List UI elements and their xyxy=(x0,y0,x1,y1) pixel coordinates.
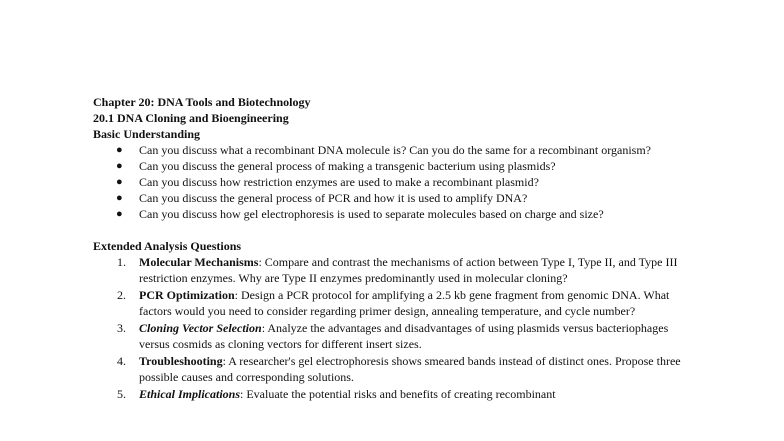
question-title: PCR Optimization xyxy=(139,288,235,302)
list-item-text: Can you discuss the general process of PCR and how it is used to amplify DNA? xyxy=(139,191,528,205)
list-item-text: Can you discuss the general process of making a transgenic bacterium using plasmids? xyxy=(139,159,556,173)
question-number: 4. xyxy=(117,354,126,368)
bullet-icon: ● xyxy=(116,192,123,204)
extended-analysis-list xyxy=(93,254,693,402)
list-item xyxy=(93,174,693,190)
chapter-title: Chapter 20: DNA Tools and Biotechnology xyxy=(93,95,311,109)
question-text: : Analyze the advantages and disadvantages of using plasmids versus bacteriophages versus cosmids as cloning vectors for different insert sizes. xyxy=(139,321,669,351)
bullet-icon: ● xyxy=(116,208,123,220)
question-number: 2. xyxy=(117,288,126,302)
bullet-icon: ● xyxy=(116,144,123,156)
basic-understanding-list xyxy=(93,142,693,222)
question-text: : Compare and contrast the mechanisms of action between Type I, Type II, and Type III restriction enzymes. Why are Type II enzymes predominantly used in molecular cloning? xyxy=(139,255,678,285)
basic-understanding-heading: Basic Understanding xyxy=(93,127,201,141)
question-item xyxy=(93,353,693,385)
section-spacer xyxy=(93,222,693,238)
question-item xyxy=(93,287,693,319)
question-item xyxy=(93,254,693,286)
list-item xyxy=(93,142,693,158)
list-item xyxy=(93,190,693,206)
question-item xyxy=(93,386,693,402)
question-number: 1. xyxy=(117,255,126,269)
document-content xyxy=(93,94,693,403)
question-title: Ethical Implications xyxy=(139,387,241,401)
question-item xyxy=(93,320,693,352)
question-title: Cloning Vector Selection xyxy=(139,321,262,335)
list-item xyxy=(93,158,693,174)
section-title: 20.1 DNA Cloning and Bioengineering xyxy=(93,111,289,125)
question-number: 3. xyxy=(117,321,126,335)
list-item-text: Can you discuss what a recombinant DNA molecule is? Can you do the same for a recombinant organism? xyxy=(139,143,651,157)
list-item-text: Can you discuss how gel electrophoresis is used to separate molecules based on charge and size? xyxy=(139,207,604,221)
question-title: Troubleshooting xyxy=(139,354,223,368)
extended-analysis-heading: Extended Analysis Questions xyxy=(93,239,242,253)
question-text: : A researcher's gel electrophoresis shows smeared bands instead of distinct ones. Propose three possible causes and corresponding solutions. xyxy=(139,354,681,384)
list-item-text: Can you discuss how restriction enzymes are used to make a recombinant plasmid? xyxy=(139,175,539,189)
bullet-icon: ● xyxy=(116,176,123,188)
question-text: : Evaluate the potential risks and benefits of creating recombinant xyxy=(240,387,556,401)
question-number: 5. xyxy=(117,387,126,401)
bullet-icon: ● xyxy=(116,160,123,172)
question-title: Molecular Mechanisms xyxy=(139,255,259,269)
question-text: : Design a PCR protocol for amplifying a 2.5 kb gene fragment from genomic DNA. What factors would you need to consider regarding primer design, annealing temperature, and cycle number? xyxy=(139,288,670,318)
list-item xyxy=(93,206,693,222)
